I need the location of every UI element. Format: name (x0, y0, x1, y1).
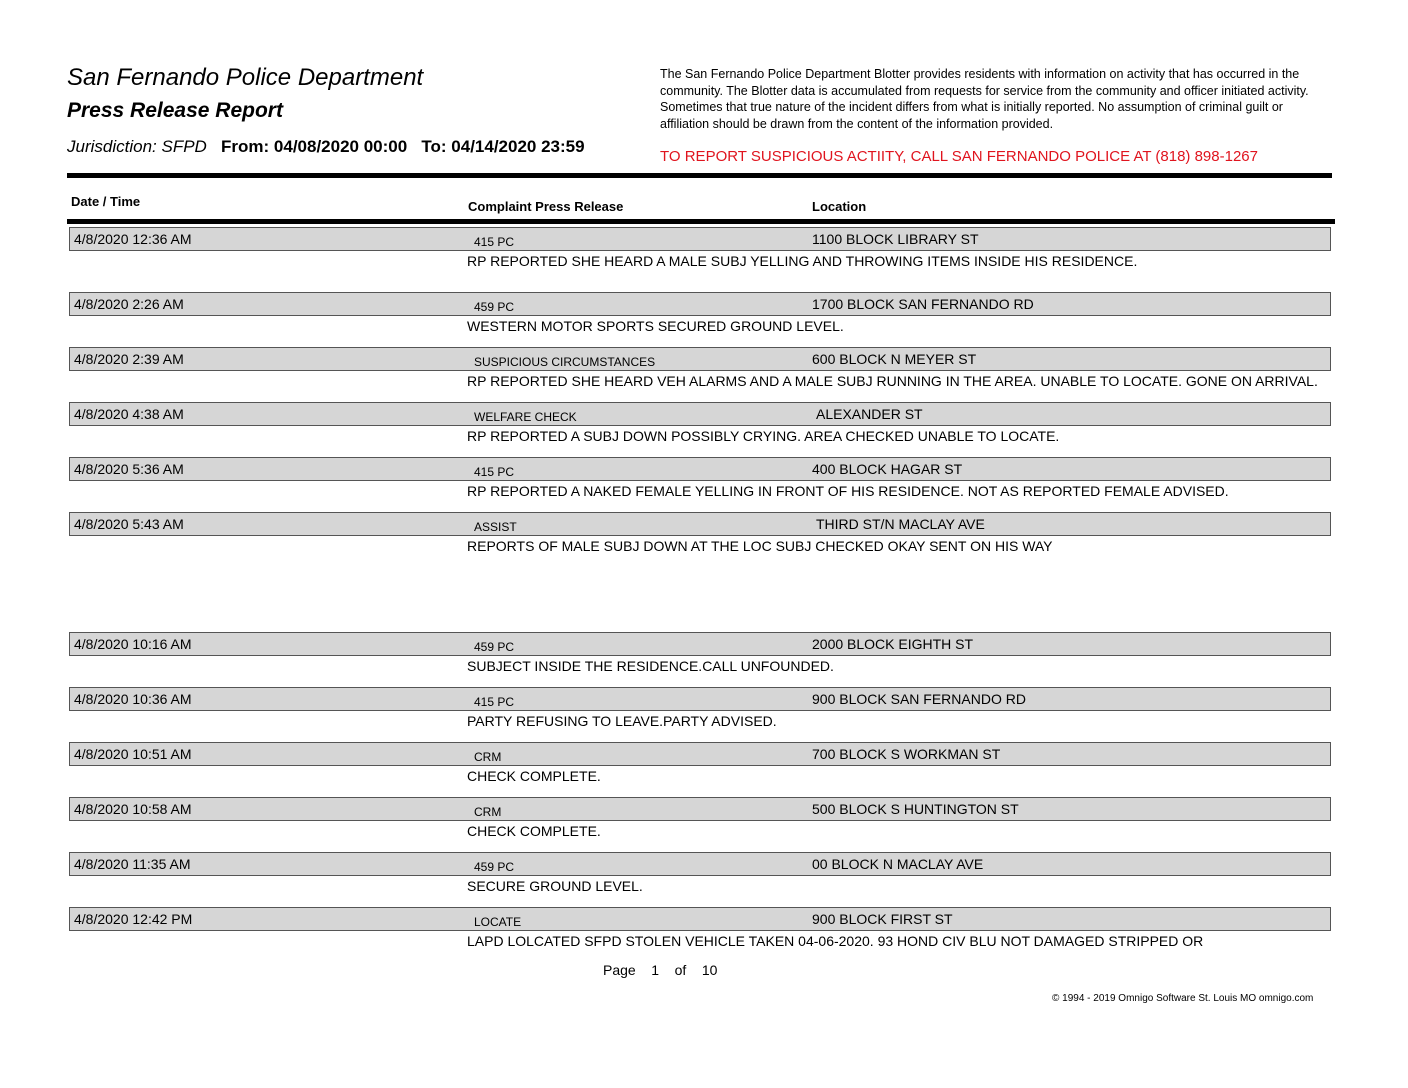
record-complaint: 459 PC (474, 860, 515, 874)
disclaimer-text: The San Fernando Police Department Blotter provides residents with information on activity that has occurred in the community. The Blotter data is accumulated from requests for service from the community and officer initiated activity. Sometimes that true nature of the incident differs from what is initially reported. No assumption of criminal guilt or affiliation should be drawn from the content of the information provided. (660, 67, 1309, 131)
record-complaint: CRM (474, 750, 502, 764)
record-row (69, 292, 1331, 316)
copyright-text: © 1994 - 2019 Omnigo Software St. Louis MO omnigo.com (1052, 993, 1314, 1004)
record-row (69, 402, 1331, 426)
jurisdiction-value: SFPD (161, 137, 207, 156)
record-row (69, 742, 1331, 766)
record-location: 600 BLOCK N MEYER ST (812, 351, 977, 367)
record-date: 4/8/2020 5:43 AM (74, 516, 184, 532)
page-total: 10 (701, 962, 718, 978)
record-date: 4/8/2020 12:42 PM (74, 911, 193, 927)
record-date: 4/8/2020 2:39 AM (74, 351, 184, 367)
record-complaint: CRM (474, 805, 502, 819)
record-row (69, 512, 1331, 536)
record-complaint: ASSIST (474, 520, 517, 534)
record-description: RP REPORTED SHE HEARD VEH ALARMS AND A MALE SUBJ RUNNING IN THE AREA. UNABLE TO LOCATE. GONE ON ARRIVAL. (467, 373, 1318, 389)
record-date: 4/8/2020 12:36 AM (74, 231, 192, 247)
record-location: 500 BLOCK S HUNTINGTON ST (812, 801, 1019, 817)
record-description: WESTERN MOTOR SPORTS SECURED GROUND LEVEL. (467, 318, 844, 334)
record-date: 4/8/2020 10:58 AM (74, 801, 192, 817)
page-number: 1 (651, 962, 660, 978)
record-complaint: 459 PC (474, 640, 515, 654)
record-complaint: 415 PC (474, 695, 515, 709)
record-location: 1100 BLOCK LIBRARY ST (812, 231, 979, 247)
record-complaint: 415 PC (474, 235, 515, 249)
record-row (69, 632, 1331, 656)
record-date: 4/8/2020 5:36 AM (74, 461, 184, 477)
record-location: 700 BLOCK S WORKMAN ST (812, 746, 1001, 762)
record-description: CHECK COMPLETE. (467, 768, 601, 784)
column-header-date: Date / Time (71, 194, 141, 209)
record-location: ALEXANDER ST (816, 406, 923, 422)
column-header-complaint: Complaint Press Release (468, 199, 624, 214)
record-location: 400 BLOCK HAGAR ST (812, 461, 963, 477)
record-location: 00 BLOCK N MACLAY AVE (812, 856, 984, 872)
record-location: 2000 BLOCK EIGHTH ST (812, 636, 974, 652)
page-indicator (603, 962, 717, 978)
column-header-location: Location (812, 199, 867, 214)
record-description: LAPD LOLCATED SFPD STOLEN VEHICLE TAKEN 04-06-2020. 93 HOND CIV BLU NOT DAMAGED STRIPPED OR (467, 933, 1204, 949)
from-label: From: (221, 137, 270, 156)
suspicious-activity-warning: TO REPORT SUSPICIOUS ACTIITY, CALL SAN FERNANDO POLICE AT (818) 898-1267 (660, 148, 1258, 165)
record-location: 900 BLOCK FIRST ST (812, 911, 953, 927)
record-row (69, 907, 1331, 931)
record-date: 4/8/2020 10:16 AM (74, 636, 192, 652)
record-row (69, 797, 1331, 821)
to-label: To: (421, 137, 447, 156)
record-complaint: SUSPICIOUS CIRCUMSTANCES (474, 355, 656, 369)
record-location: THIRD ST/N MACLAY AVE (816, 516, 985, 532)
record-complaint: 459 PC (474, 300, 515, 314)
jurisdiction-line (67, 137, 585, 157)
record-row (69, 687, 1331, 711)
record-row (69, 347, 1331, 371)
record-complaint: WELFARE CHECK (474, 410, 577, 424)
from-value: 04/08/2020 00:00 (273, 137, 408, 156)
record-complaint: LOCATE (474, 915, 522, 929)
record-date: 4/8/2020 4:38 AM (74, 406, 184, 422)
to-value: 04/14/2020 23:59 (451, 137, 585, 156)
record-description: RP REPORTED A NAKED FEMALE YELLING IN FRONT OF HIS RESIDENCE. NOT AS REPORTED FEMALE ADVISED. (467, 483, 1229, 499)
record-description: SUBJECT INSIDE THE RESIDENCE.CALL UNFOUNDED. (467, 658, 834, 674)
record-description: CHECK COMPLETE. (467, 823, 601, 839)
record-date: 4/8/2020 11:35 AM (74, 856, 191, 872)
record-description: RP REPORTED SHE HEARD A MALE SUBJ YELLING AND THROWING ITEMS INSIDE HIS RESIDENCE. (467, 253, 1138, 269)
record-date: 4/8/2020 2:26 AM (74, 296, 184, 312)
record-description: SECURE GROUND LEVEL. (467, 878, 643, 894)
record-complaint: 415 PC (474, 465, 515, 479)
record-location: 900 BLOCK SAN FERNANDO RD (812, 691, 1026, 707)
record-row (69, 852, 1331, 876)
header-divider (67, 173, 1332, 178)
record-row (69, 227, 1331, 251)
record-date: 4/8/2020 10:51 AM (74, 746, 192, 762)
record-description: PARTY REFUSING TO LEAVE.PARTY ADVISED. (467, 713, 777, 729)
record-description: REPORTS OF MALE SUBJ DOWN AT THE LOC SUBJ CHECKED OKAY SENT ON HIS WAY (467, 538, 1053, 554)
record-row (69, 457, 1331, 481)
column-header-divider (67, 219, 1335, 224)
report-title: San Fernando Police Department (67, 64, 424, 91)
report-subtitle: Press Release Report (67, 99, 283, 122)
record-location: 1700 BLOCK SAN FERNANDO RD (812, 296, 1034, 312)
record-description: RP REPORTED A SUBJ DOWN POSSIBLY CRYING. AREA CHECKED UNABLE TO LOCATE. (467, 428, 1060, 444)
page-label: Page (603, 962, 636, 978)
jurisdiction-label: Jurisdiction: (67, 137, 157, 156)
page-of-label: of (674, 962, 687, 978)
record-date: 4/8/2020 10:36 AM (74, 691, 192, 707)
